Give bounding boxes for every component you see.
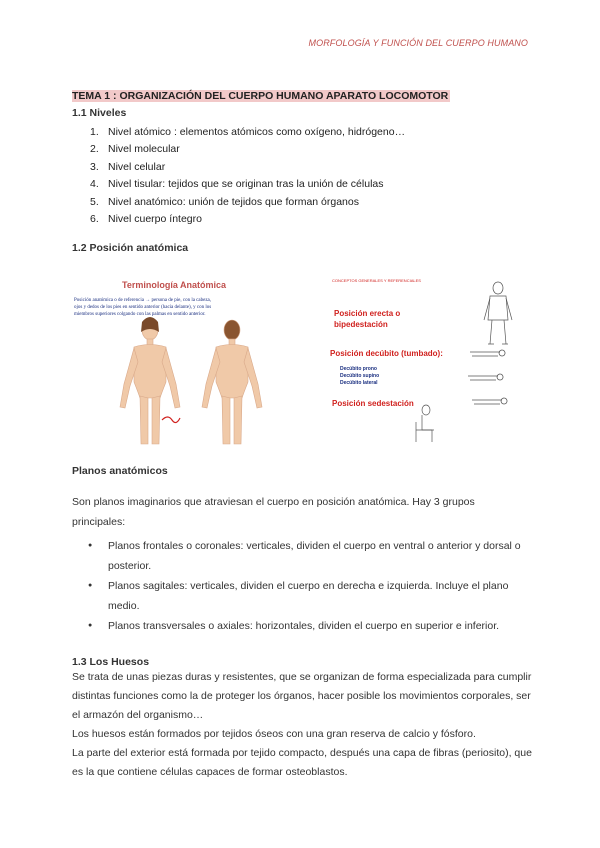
body-back-figure: [202, 320, 262, 444]
planos-heading: Planos anatómicos: [72, 465, 168, 477]
list-item: 4. Nivel tisular: tejidos que se originan tras la unión de células: [90, 178, 384, 191]
list-item: 5. Nivel anatómico: unión de tejidos que forman órganos: [90, 195, 359, 208]
huesos-paragraph: Se trata de unas piezas duras y resistentes, que se organizan de forma especializada para cumplir distintas funciones como la de proteger los órganos, hacer posible los movimientos corporales, ser el armazón del organismo…: [72, 671, 532, 721]
decubito-item: Decúbito lateral: [340, 380, 378, 386]
niveles-list: [90, 124, 405, 228]
sitting-figure: [416, 405, 434, 442]
huesos-paragraph: Los huesos están formados por tejidos óseos con una gran reserva de calcio y fósforo.: [72, 728, 476, 740]
huesos-heading: 1.3 Los Huesos: [72, 656, 150, 668]
list-item: ● Planos transversales o axiales: horizontales, dividen el cuerpo en superior e inferior.: [88, 616, 528, 636]
decubito-item: Decúbito prono: [340, 366, 377, 372]
figure-caption-line: miembros superiores colgando con las palmas en sentido anterior.: [74, 312, 206, 317]
standing-figure: [484, 282, 512, 344]
erecta-label: Posición erecta o: [334, 309, 401, 318]
decubito-label: Posición decúbito (tumbado):: [330, 349, 443, 358]
posicion-heading: 1.2 Posición anatómica: [72, 242, 189, 254]
list-item: 6. Nivel cuerpo íntegro: [90, 213, 202, 226]
sedestacion-label: Posición sedestación: [332, 399, 414, 408]
list-item: ● Planos sagitales: verticales, dividen el cuerpo en derecha e izquierda. Incluye el plano medio.: [88, 576, 528, 616]
body-front-figure: [120, 317, 180, 444]
erecta-label: bipedestación: [334, 320, 388, 329]
list-item: ● Planos frontales o coronales: verticales, dividen el cuerpo en ventral o anterior y dorsal o posterior.: [88, 536, 528, 576]
figure-title: Terminología Anatómica: [122, 280, 227, 290]
lying-figure: [468, 350, 507, 404]
tema-title: TEMA 1 : ORGANIZACIÓN DEL CUERPO HUMANO APARATO LOCOMOTOR: [72, 90, 449, 102]
positions-figure: [330, 272, 540, 444]
figure-caption-line: ojos y dedos de los pies en sentido anterior (hacia delante), y con los: [74, 305, 212, 310]
running-header: MORFOLOGÍA Y FUNCIÓN DEL CUERPO HUMANO: [308, 38, 528, 48]
planos-list: [88, 536, 528, 636]
huesos-paragraph: La parte del exterior está formada por tejido compacto, después una capa de fibras (periosito), que es la que contiene células capaces de formar osteoblastos.: [72, 747, 532, 778]
decubito-item: Decúbito supino: [340, 373, 380, 379]
huesos-body: [72, 668, 532, 782]
planos-intro: Son planos imaginarios que atraviesan el cuerpo en posición anatómica. Hay 3 grupos principales:: [72, 496, 475, 528]
list-item: 3. Nivel celular: [90, 160, 166, 173]
list-item: 2. Nivel molecular: [90, 143, 180, 156]
positions-header: CONCEPTOS GENERALES Y REFERENCIALES: [332, 278, 421, 283]
niveles-heading: 1.1 Niveles: [72, 107, 127, 119]
anatomical-position-figure: [62, 272, 310, 452]
list-item: 1. Nivel atómico : elementos atómicos como oxígeno, hidrógeno…: [90, 126, 406, 138]
figure-caption-line: Posición anatómica o de referencia → persona de pie, con la cabeza,: [74, 298, 212, 303]
